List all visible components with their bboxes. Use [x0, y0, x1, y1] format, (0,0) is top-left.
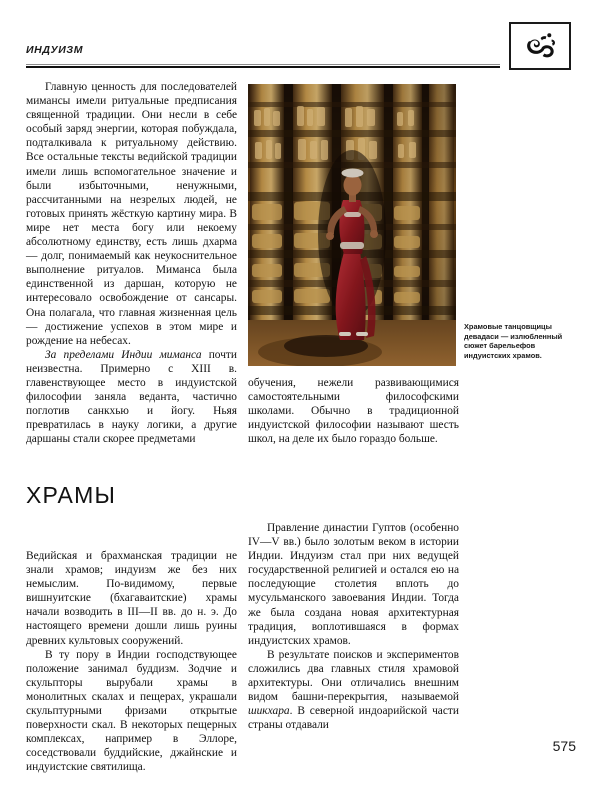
paragraph-part-b: . В северной индоарийской части страны отдавали	[248, 705, 459, 732]
emphasis-phrase: За пределами Индии миманса	[45, 348, 202, 361]
paragraph: Правление династии Гуптов (особенно IV—V вв.) было золотым веком в истории Индии. Индуизм стал при них ведущей государственной религией и остался ею на последующие столетия вплоть до мусульманского завоевания Индии. Тогда же была создана новая архитектурная традиция, воплотившаяся в формах индуистских храмов.	[248, 522, 459, 647]
paragraph: В ту пору в Индии господствующее положение занимал буддизм. Зодчие и скульпторы вырубали храмы в монолитных скалах и пещерах, украшали скульптурными фризами открытые поверхности скал. В некоторых пещерных комплексах, например в Эллоре, соседствовали буддийские, джайнские и индуистские святилища.	[26, 648, 237, 774]
om-symbol-icon	[521, 29, 559, 63]
running-head: ИНДУИЗМ	[26, 44, 84, 56]
temple-dancer-photo	[248, 84, 456, 366]
paragraph: обучения, нежели развивающимися самостоятельными философскими школами. Обычно в традиционной индуистской философии называют шесть школ, на деле их было гораздо больше.	[248, 377, 459, 446]
section-heading-temples: ХРАМЫ	[26, 482, 117, 508]
paragraph: Главную ценность для последователей мимансы имели ритуальные предписания священной традиции. Они несли в себе особый заряд энергии, которая побуждала, подталкивала к ритуальному действию. Все остальные тексты ведийской традиции имели лишь вспомогательное значение и были избыточными, ненужными, рассчитанными на незрелых людей, не готовых принять жёсткую картину мира. В мире нет места богу или некоему абсолютному единству, есть лишь дхарма — долг, понимаемый как неукоснительное выполнение ритуалов. Миманса была единственной из даршан, которую не интересовало освобождение от сансары. Она полагала, что главная жизненная цель — достижение успехов в этом мире и рождение на небесах.	[26, 81, 237, 347]
photo-caption: Храмовые танцовщицы девадаси — излюбленный сюжет барельефов индуистских храмов.	[464, 322, 563, 360]
header-rule-thin	[26, 64, 500, 65]
paragraph	[26, 348, 237, 447]
column-right-lower	[248, 521, 459, 732]
column-left-upper	[26, 80, 237, 446]
header-rule-thick	[26, 66, 500, 68]
column-left-lower	[26, 549, 237, 775]
header-rule	[26, 64, 500, 68]
om-emblem-box	[509, 22, 571, 70]
column-right-upper	[248, 376, 459, 446]
paragraph	[248, 648, 459, 733]
term-shikhara: шикхара	[248, 705, 290, 718]
paragraph: Ведийская и брахманская традиции не знали храмов; индуизм же без них немыслим. По-видимому, первые вишнуитские (бхагаваитские) храмы начали возводить в III—II вв. до н. э. До настоящего времени дошли лишь руины древних культовых сооружений.	[26, 550, 237, 647]
paragraph-part-a: В результате поисков и экспериментов сложились два главных стиля храмовой архитектуры. Они отличались внешним видом башни-перекрытия, называемой	[248, 648, 459, 704]
page-number: 575	[552, 738, 576, 754]
paragraph-rest: почти неизвестна. Примерно с XIII в. главенствующее место в индуистской философии заняла веданта, частично поглотив санкхью и йогу. Ньяя превратилась в науку логики, а другие даршаны стали скорее предметами	[26, 348, 238, 446]
